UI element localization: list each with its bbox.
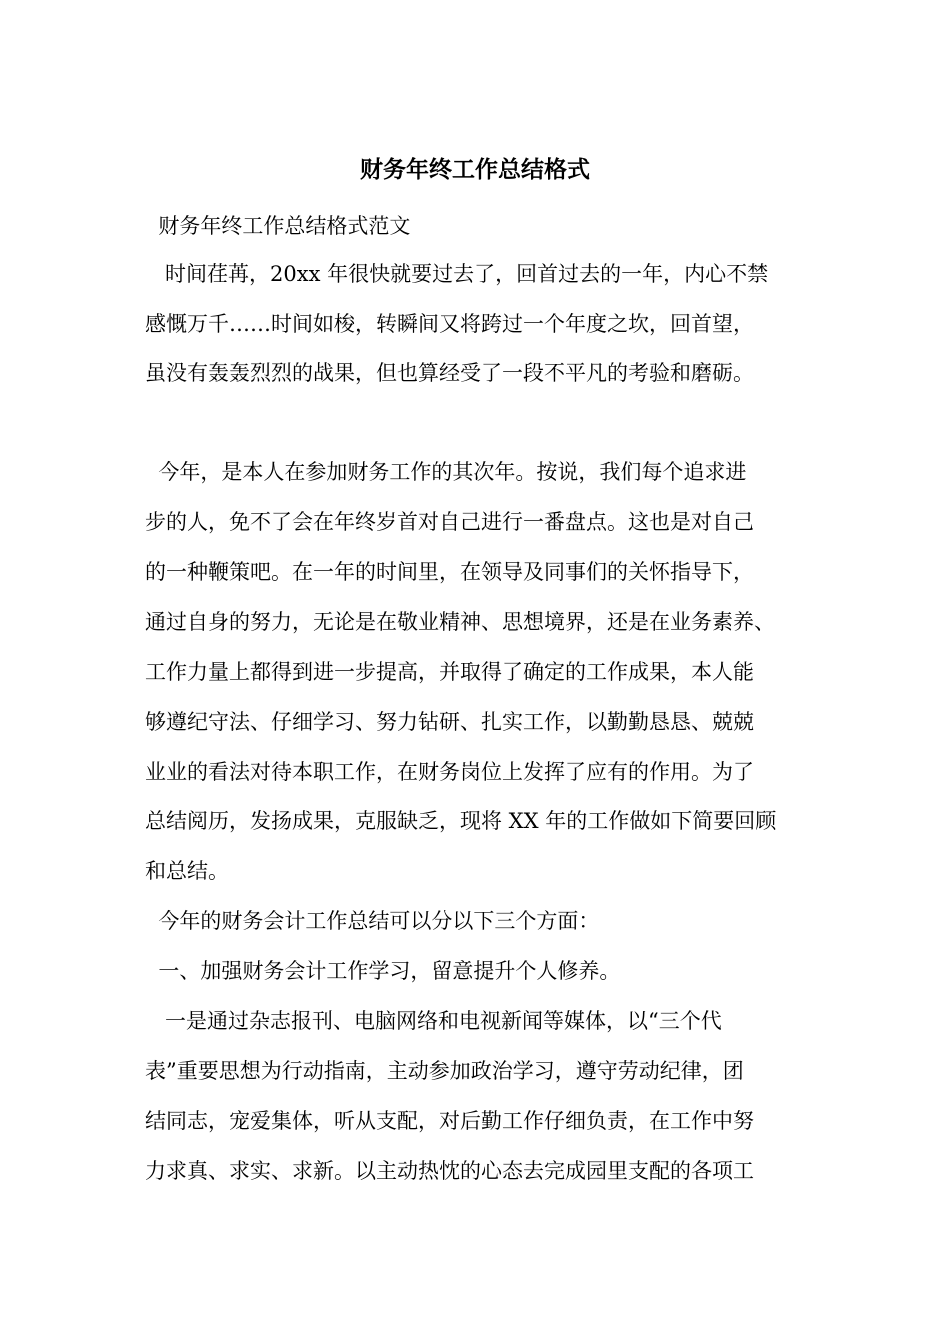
paragraph-line: 和总结。 (145, 859, 229, 883)
subtitle-line: 财务年终工作总结格式范文 (145, 214, 411, 238)
paragraph-line: 表”重要思想为行动指南，主动参加政治学习，遵守劳动纪律，团 (145, 1059, 744, 1083)
paragraph-line: 今年，是本人在参加财务工作的其次年。按说，我们每个追求进 (145, 460, 747, 484)
paragraph-line: 业业的看法对待本职工作，在财务岗位上发挥了应有的作用。为了 (145, 760, 754, 784)
paragraph-line: 工作力量上都得到进一步提高，并取得了确定的工作成果，本人能 (145, 660, 754, 684)
paragraph-line: 通过自身的努力，无论是在敬业精神、思想境界，还是在业务素养、 (145, 610, 775, 634)
paragraph-line: 的一种鞭策吧。在一年的时间里，在领导及同事们的关怀指导下， (145, 560, 754, 584)
paragraph-line: 虽没有轰轰烈烈的战果，但也算经受了一段不平凡的考验和磨砺。 (145, 361, 754, 385)
paragraph-line: 够遵纪守法、仔细学习、努力钻研、扎实工作，以勤勤恳恳、兢兢 (145, 710, 754, 734)
paragraph-line: 今年的财务会计工作总结可以分以下三个方面： (145, 909, 600, 933)
paragraph-line: 力求真、求实、求新。以主动热忱的心态去完成园里支配的各项工 (145, 1159, 754, 1183)
section-heading: 一、加强财务会计工作学习，留意提升个人修养。 (145, 959, 621, 983)
paragraph-line: 总结阅历，发扬成果，克服缺乏，现将 XX 年的工作做如下简要回顾 (145, 809, 777, 833)
paragraph-line: 感慨万千……时间如梭，转瞬间又将跨过一个年度之坎，回首望， (145, 312, 754, 336)
paragraph-line: 结同志，宠爱集体，听从支配，对后勤工作仔细负责，在工作中努 (145, 1109, 754, 1133)
document-title: 财务年终工作总结格式 (360, 156, 590, 183)
paragraph-line: 一是通过杂志报刊、电脑网络和电视新闻等媒体，以“三个代 (145, 1009, 722, 1033)
paragraph-line: 步的人，免不了会在年终岁首对自己进行一番盘点。这也是对自己 (145, 510, 754, 534)
paragraph-line: 时间荏苒，20xx 年很快就要过去了，回首过去的一年，内心不禁 (145, 262, 769, 286)
